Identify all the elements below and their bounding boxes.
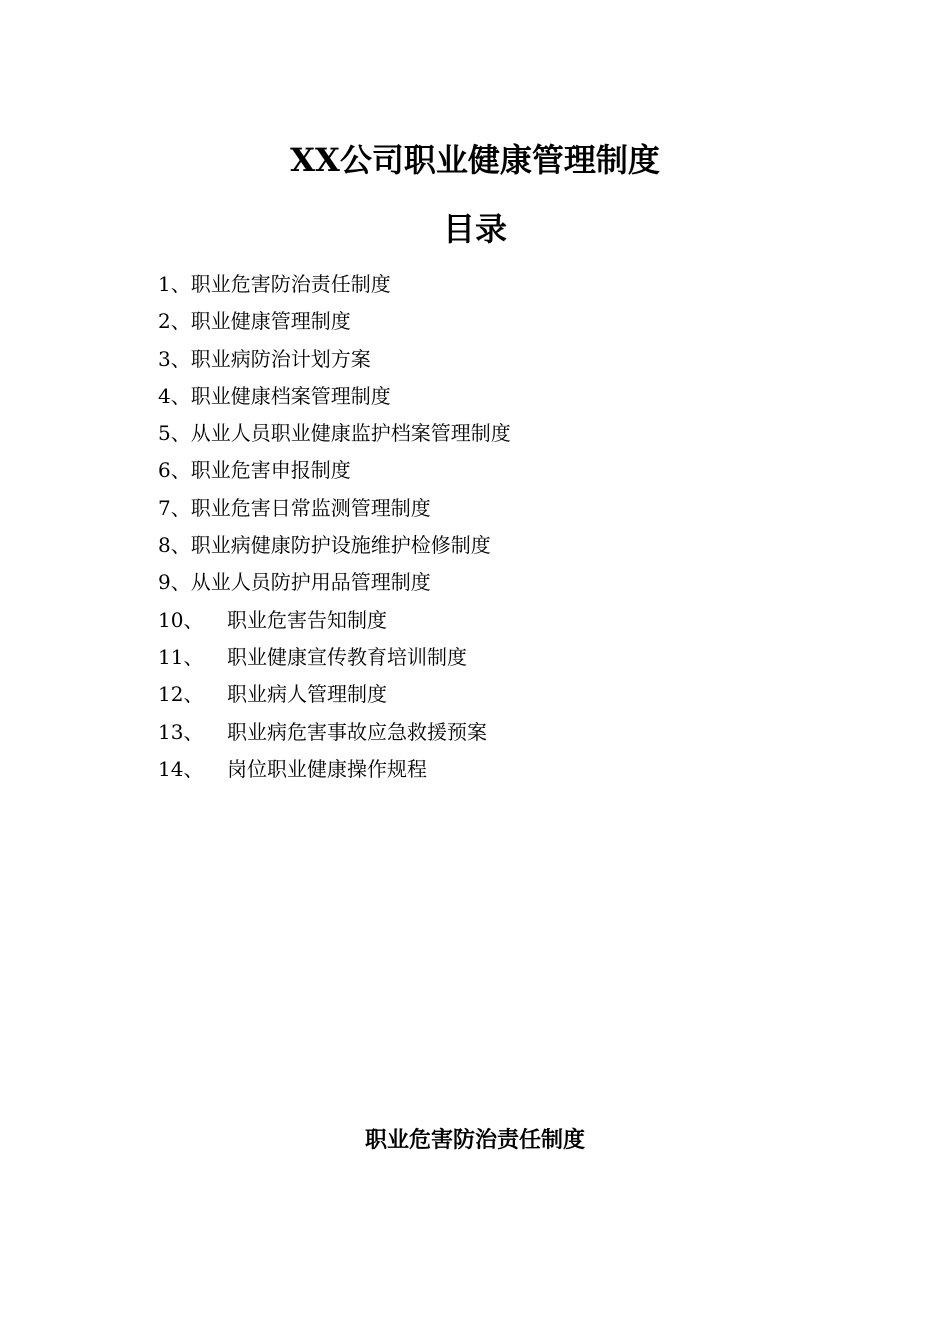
toc-item	[158, 714, 778, 751]
toc-item-text: 职业病人管理制度	[227, 682, 387, 707]
toc-item-text: 职业健康档案管理制度	[190, 383, 391, 408]
section-title: 职业危害防治责任制度	[364, 1127, 585, 1153]
toc-item-text: 职业危害申报制度	[190, 458, 351, 483]
toc-item-number: 7、	[158, 495, 191, 520]
toc-item	[158, 490, 778, 527]
toc-item-text: 从业人员防护用品管理制度	[190, 570, 431, 595]
toc-item	[158, 266, 778, 303]
toc-item-text: 职业健康管理制度	[190, 309, 351, 334]
table-of-contents	[158, 266, 778, 788]
toc-item-text: 从业人员职业健康监护档案管理制度	[190, 421, 511, 446]
toc-item-text: 职业病健康防护设施维护检修制度	[190, 533, 491, 558]
toc-item	[158, 303, 778, 340]
toc-item-number: 2、	[158, 309, 191, 334]
toc-item	[158, 452, 778, 489]
toc-item-number: 8、	[158, 533, 191, 558]
toc-item	[158, 564, 778, 601]
toc-item-text: 职业病防治计划方案	[190, 346, 371, 371]
toc-item-number: 5、	[158, 421, 191, 446]
document-title: XX公司职业健康管理制度	[290, 141, 660, 179]
toc-item-number: 3、	[158, 346, 191, 371]
toc-item	[158, 415, 778, 452]
toc-item	[158, 751, 778, 788]
toc-heading: 目录	[442, 210, 507, 248]
toc-item-number: 14、	[158, 756, 204, 781]
toc-item-text: 职业病危害事故应急救援预案	[227, 719, 487, 744]
toc-item	[158, 676, 778, 713]
toc-item-number: 1、	[158, 272, 191, 296]
toc-item-number: 10、	[158, 607, 204, 632]
toc-item	[158, 602, 778, 639]
toc-item-number: 4、	[158, 383, 191, 408]
toc-item-number: 12、	[158, 682, 204, 707]
toc-item-number: 11、	[158, 644, 204, 669]
toc-item-text: 职业危害告知制度	[227, 607, 387, 632]
toc-item-number: 9、	[158, 570, 191, 595]
toc-item	[158, 378, 778, 415]
toc-item-number: 6、	[158, 458, 191, 483]
toc-item-text: 职业危害防治责任制度	[190, 272, 391, 296]
toc-item-text: 职业健康宣传教育培训制度	[227, 644, 467, 669]
toc-item	[158, 341, 778, 378]
toc-item	[158, 527, 778, 564]
toc-item-text: 岗位职业健康操作规程	[227, 756, 427, 781]
toc-item-text: 职业危害日常监测管理制度	[190, 495, 431, 520]
toc-item	[158, 639, 778, 676]
toc-item-number: 13、	[158, 719, 204, 744]
